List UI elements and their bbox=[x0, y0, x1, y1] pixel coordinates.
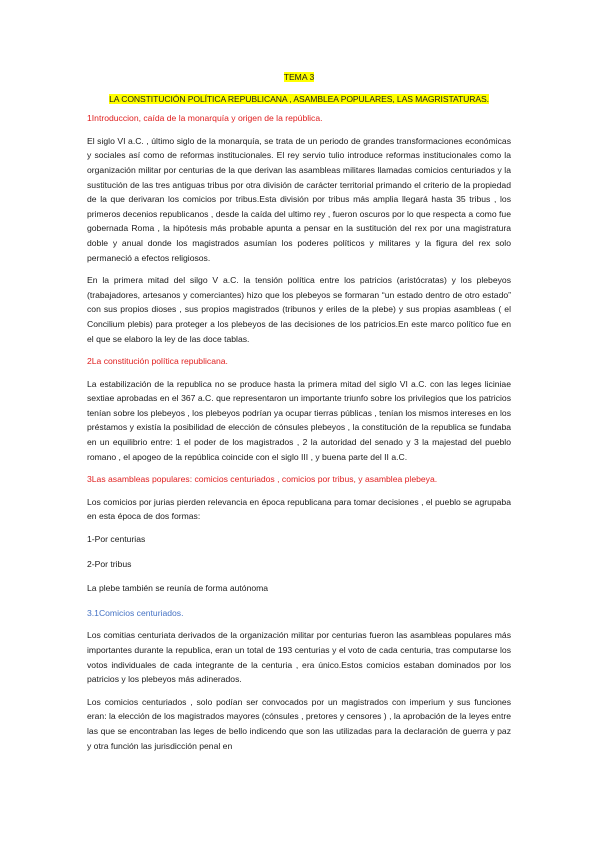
section-1-heading: 1Introduccion, caída de la monarquía y origen de la república. bbox=[87, 113, 323, 124]
tema-title: TEMA 3 bbox=[283, 72, 315, 82]
section-2-paragraph-1: La estabilización de la republica no se produce hasta la primera mitad del siglo VI a.C. con las leges liciniae sextiae aprobadas en el 367 a.C. que representaron un importante triunfo sobre los privilegios que los patricios tenían sobre los plebeyos , los plebeyos podrían ya ocupar tierras públicas , tenían los mismos intereses en los préstamos y existía la posibilidad de elección de cónsules plebeyos , la constitución de la republica se fundaba en un equilibrio entre: 1 el poder de los magistrados , 2 la autoridad del senado y 3 la majestad del pueblo romano , el apogeo de la república coincide con el siglo III , y buena parte del II a.C. bbox=[87, 378, 511, 462]
tema-title-line bbox=[87, 70, 511, 85]
section-3-1-heading: 3.1Comicios centuriados. bbox=[87, 607, 184, 618]
section-2-heading: 2La constitución política republicana. bbox=[87, 356, 228, 367]
document-title-line bbox=[87, 92, 511, 107]
section-3-1-paragraph-1: Los comitias centuriata derivados de la organización militar por centurias fueron las asambleas populares más importantes durante la republica, eran un total de 193 centurias y el voto de cada centuria, tras computarse los votos individuales de cada integrante de la centuria , era único.Estos comicios estaban dominados por los patricios y los plebeyos más adinerados. bbox=[87, 630, 511, 685]
section-3-paragraph-2: La plebe también se reunía de forma autónoma bbox=[87, 583, 269, 594]
document-body bbox=[87, 70, 511, 761]
section-3-1-paragraph-2: Los comicios centuriados , solo podían ser convocados por un magistrados con imperium y sus funciones eran: la elección de los magistrados mayores (cónsules , pretores y censores ) , la aprobación de la leyes entre las que se encontraban las leges de bello indicendo que son las utilizadas para la declaración de guerra y paz y otra función las jurisdicción penal en bbox=[87, 696, 511, 751]
section-3-heading: 3Las asambleas populares: comicios centuriados , comicios por tribus, y asamblea plebeya. bbox=[87, 474, 438, 485]
section-3-list-item-1: 1-Por centurias bbox=[87, 534, 146, 545]
section-3-list-item-2: 2-Por tribus bbox=[87, 558, 132, 569]
section-3-paragraph-1: Los comicios por jurias pierden relevancia en época republicana para tomar decisiones , el pueblo se agrupaba en esta época de dos formas: bbox=[87, 496, 511, 522]
document-title: LA CONSTITUCIÓN POLÍTICA REPUBLICANA , ASAMBLEA POPULARES, LAS MAGRISTATURAS. bbox=[109, 93, 489, 104]
section-1-paragraph-1: El siglo VI a.C. , último siglo de la monarquía, se trata de un periodo de grandes transformaciones económicas y sociales así como de reformas institucionales. El rey servio tulio introduce reformas institucionales como la organización militar por centurias de la que derivan las asambleas militares llamadas comicios centuriados y la sustitución de las tres antiguas tribus por otra división de carácter territorial primando el criterio de la propiedad de la que derivaran los comicios por tribus.Esta división por tribus más amplia llegará hasta 35 tribus , los primeros decenios republicanos , desde la caída del ultimo rey , fueron oscuros por lo que respecta a como fue gobernada Roma , la hipótesis más probable apunta a pensar en la sustitución del rex por una magistratura doble y anual donde los magistrados asumían los poderes políticos y militares y la figura del rex solo permaneció a efectos religiosos. bbox=[87, 135, 511, 263]
section-1-paragraph-2: En la primera mitad del silgo V a.C. la tensión política entre los patricios (aristócratas) y los plebeyos (trabajadores, artesanos y comerciantes) hizo que los plebeyos se formaran “un estado dentro de otro estado” con sus propios dioses , sus propios magistrados (tribunos y eriles de la plebe) y sus propias asambleas ( el Concilium plebis) para proteger a los plebeyos de las decisiones de los patricios.En este marco político fue en el que se elaboro la ley de las doce tablas. bbox=[87, 275, 511, 344]
